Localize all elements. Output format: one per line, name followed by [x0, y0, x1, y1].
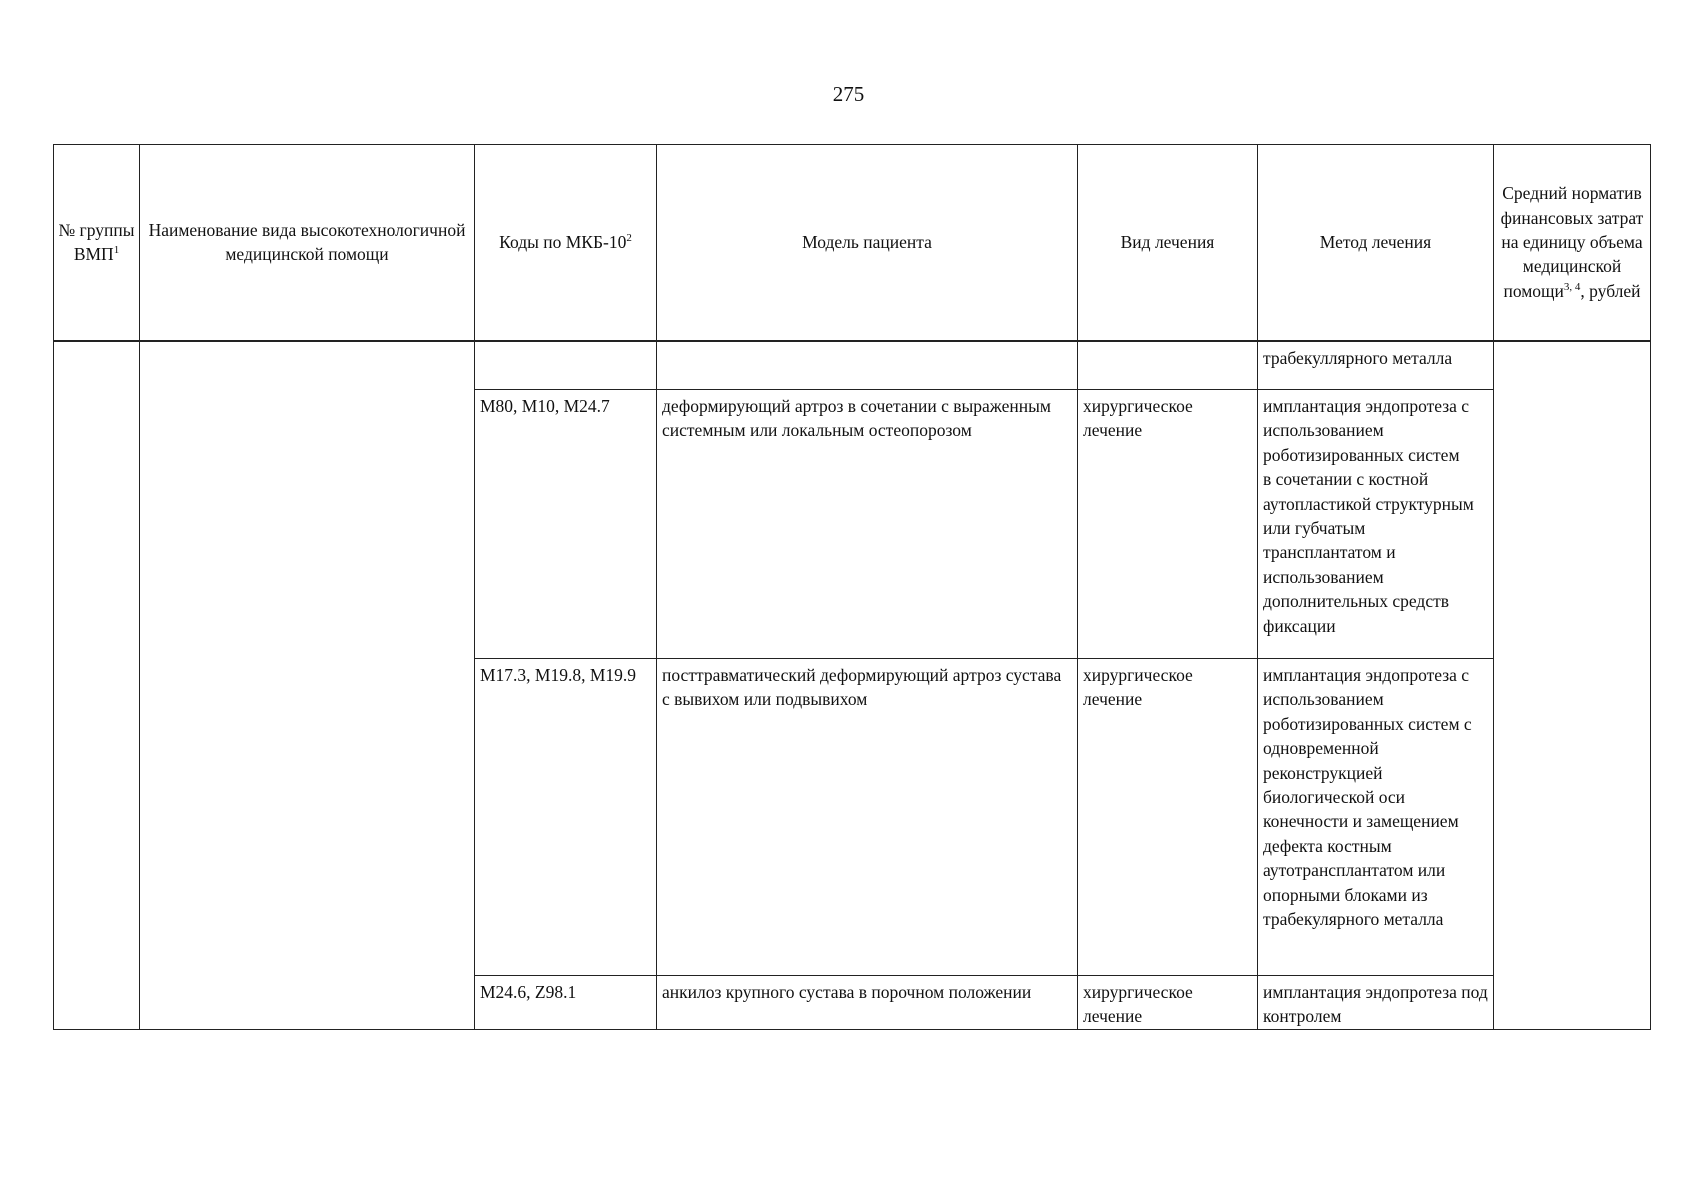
- method-cell: трабекуллярного металла: [1258, 341, 1494, 390]
- codes-cell: M24.6, Z98.1: [475, 976, 657, 1030]
- header-name: Наименование вида высокотехнологичной медицинской помощи: [140, 145, 475, 341]
- treatment-cell: хирургическое лечение: [1078, 976, 1258, 1030]
- model-cell: [657, 341, 1078, 390]
- header-row: [54, 145, 1651, 341]
- page-number: 275: [832, 82, 865, 106]
- codes-cell: [475, 341, 657, 390]
- model-cell: деформирующий артроз в сочетании с выраженным системным или локальным остеопорозом: [657, 390, 1078, 659]
- cost-cell: [1494, 341, 1651, 1030]
- vmp-table: [53, 144, 1651, 1030]
- header-method: Метод лечения: [1258, 145, 1494, 341]
- header-treatment: Вид лечения: [1078, 145, 1258, 341]
- header-cost: Средний норматив финансовых затрат на единицу объема медицинской помощи$^{3, 4}$, рублей: [1494, 145, 1651, 341]
- treatment-cell: [1078, 341, 1258, 390]
- table-row: [54, 341, 1651, 390]
- treatment-cell: хирургическое лечение: [1078, 390, 1258, 659]
- header-codes: Коды по МКБ-$10^2$: [475, 145, 657, 341]
- method-cell: имплантация эндопротеза с использованием роботизированных систем в сочетании с костной аутопластикой структурным или губчатым трансплантатом и использованием дополнительных средств фиксации: [1258, 390, 1494, 659]
- model-cell: посттравматический деформирующий артроз сустава с вывихом или подвывихом: [657, 659, 1078, 976]
- treatment-cell: хирургическое лечение: [1078, 659, 1258, 976]
- group-cell: [54, 341, 140, 1030]
- codes-cell: M17.3, M19.8, M19.9: [475, 659, 657, 976]
- name-cell: [140, 341, 475, 1030]
- codes-cell: M80, M10, M24.7: [475, 390, 657, 659]
- header-group: № группы ВМП$^1$: [54, 145, 140, 341]
- method-cell: имплантация эндопротеза под контролем: [1258, 976, 1494, 1030]
- header-model: Модель пациента: [657, 145, 1078, 341]
- method-cell: имплантация эндопротеза с использованием роботизированных систем с одновременной реконструкцией биологической оси конечности и замещением дефекта костным аутотрансплантатом или опорными блоками из трабекулярного металла: [1258, 659, 1494, 976]
- model-cell: анкилоз крупного сустава в порочном положении: [657, 976, 1078, 1030]
